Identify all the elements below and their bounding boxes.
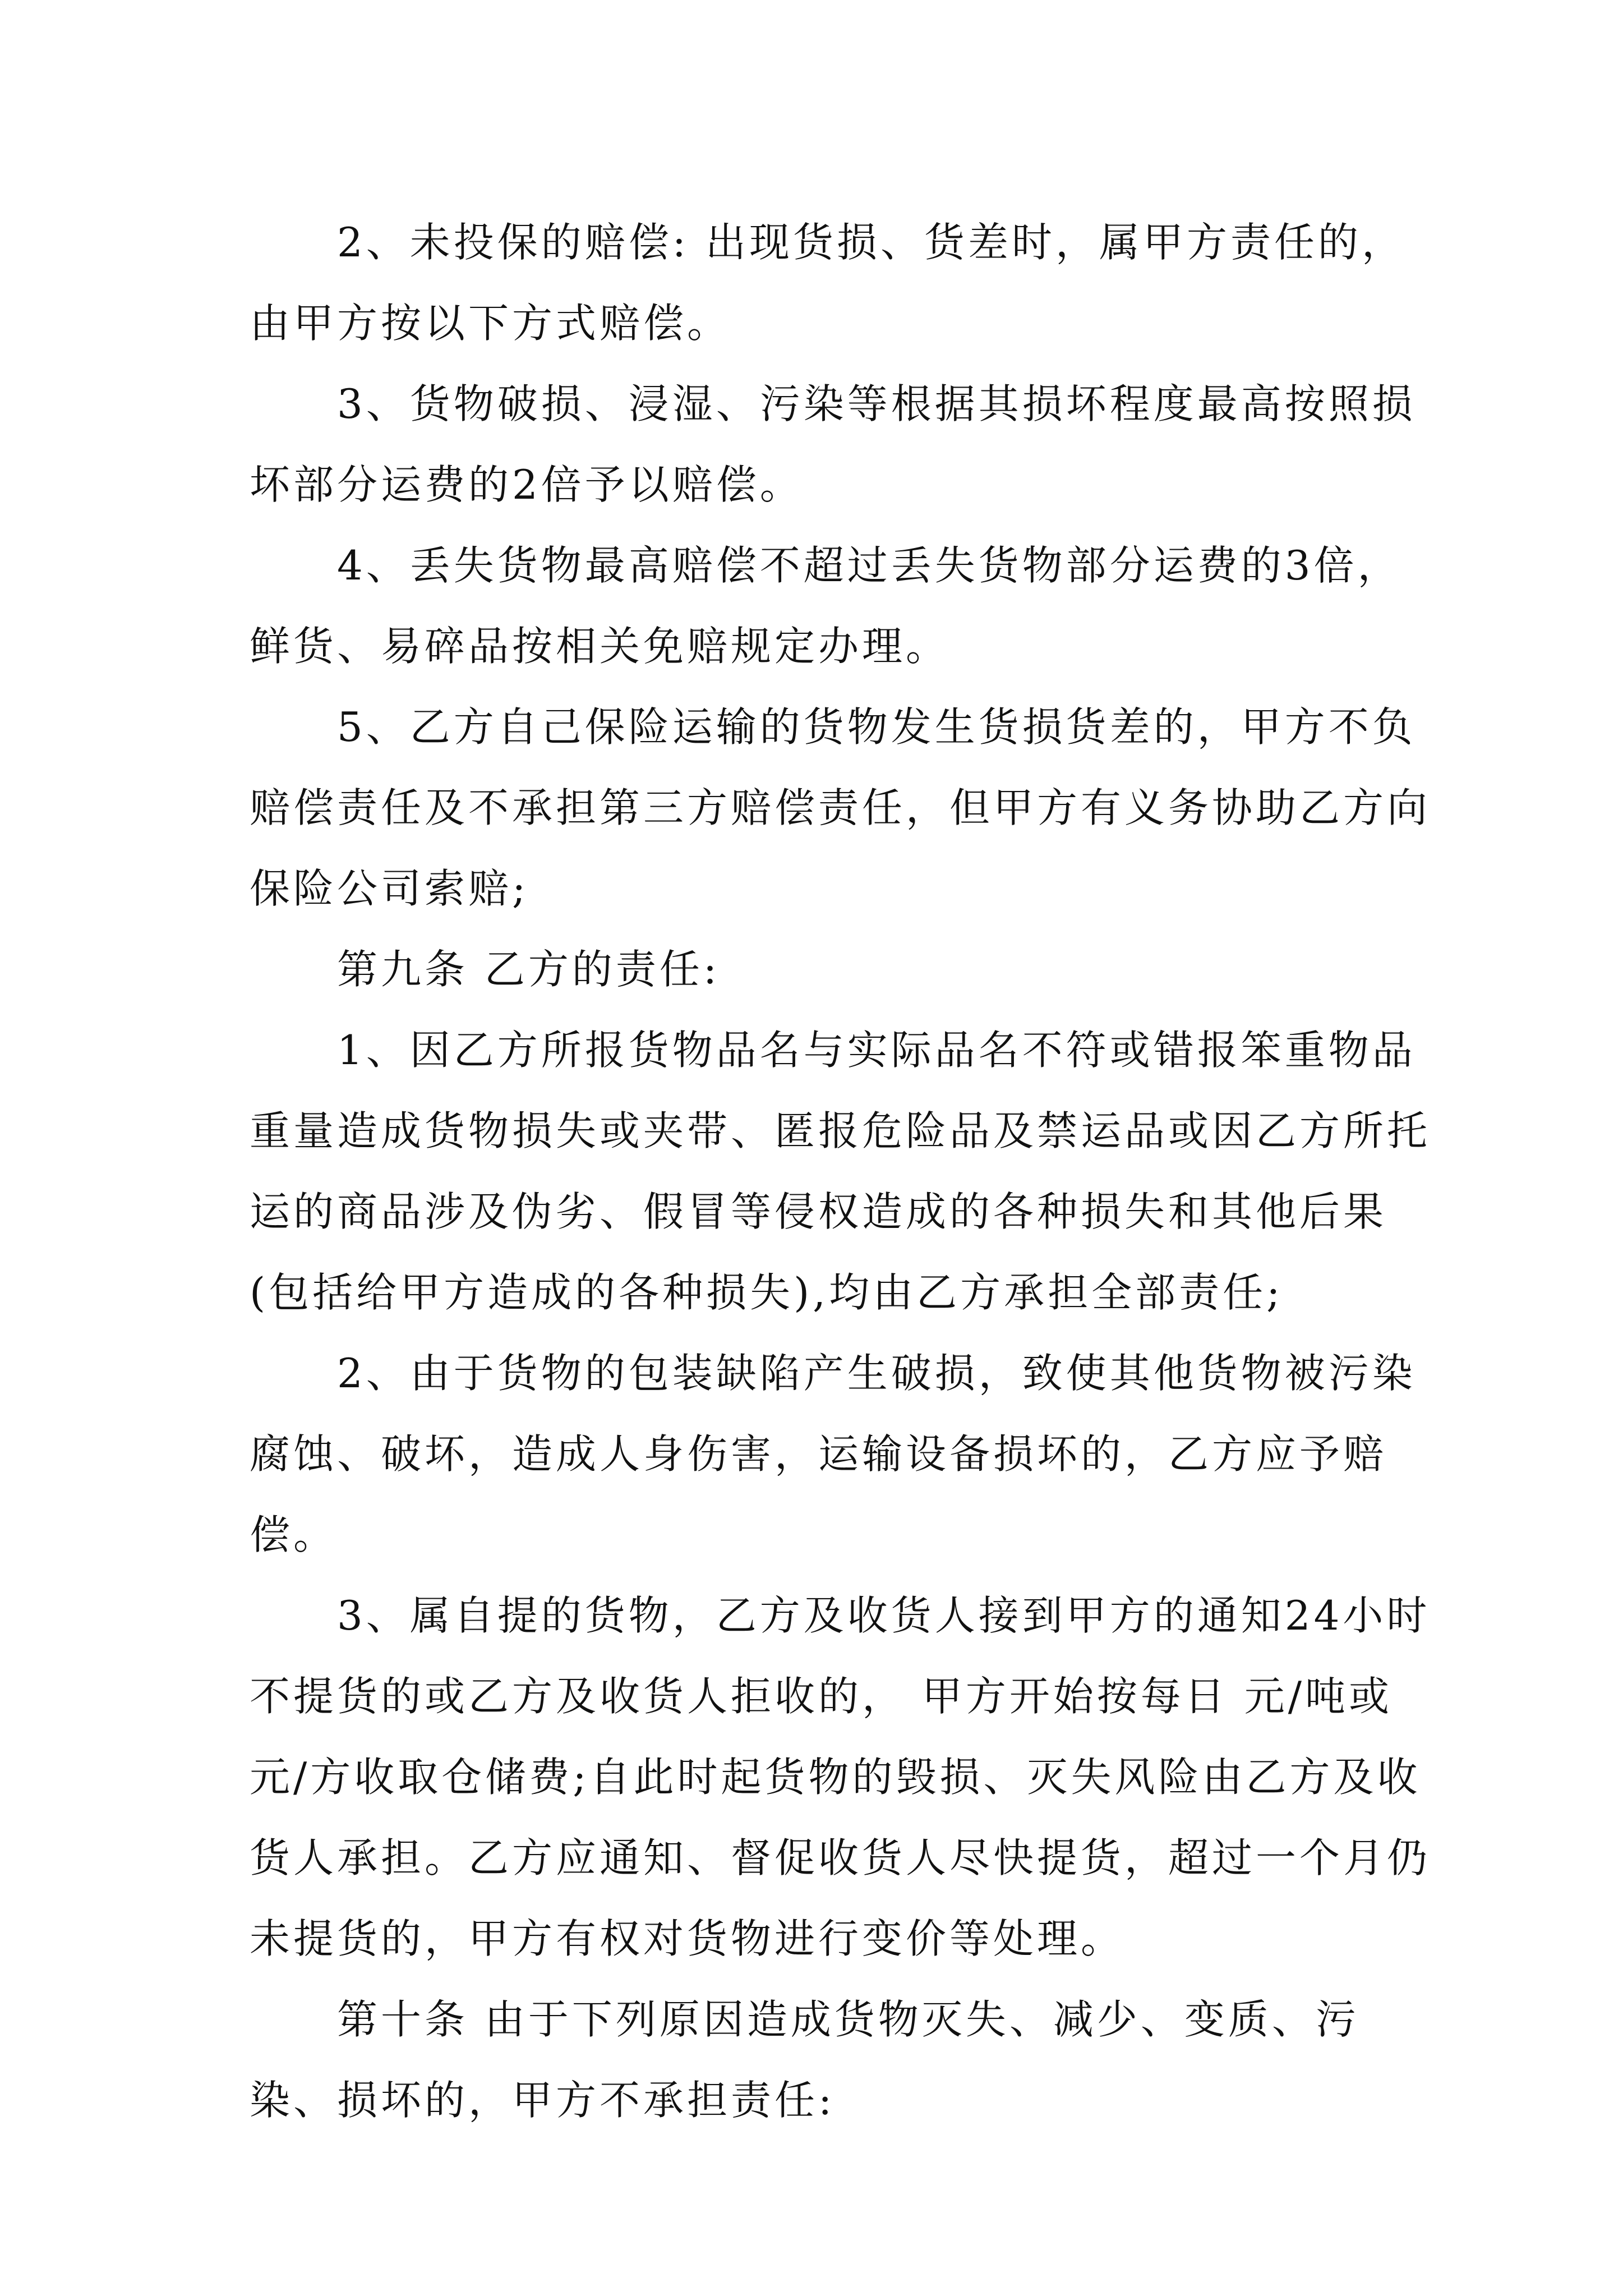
document-body [250, 202, 1441, 2141]
paragraph-self-insured-goods: 5、乙方自己保险运输的货物发生货损货差的，甲方不负赔偿责任及不承担第三方赔偿责任，但甲方有义务协助乙方向保险公司索赔; [250, 703, 1431, 912]
heading-article-nine: 第九条 乙方的责任: [337, 946, 721, 993]
paragraph-damage-compensation: 3、货物破损、浸湿、污染等根据其损坏程度最高按照损坏部分运费的2倍予以赔偿。 [250, 380, 1416, 508]
paragraph-loss-compensation: 4、丢失货物最高赔偿不超过丢失货物部分运费的3倍，鲜货、易碎品按相关免赔规定办理。 [250, 542, 1401, 670]
heading-article-ten: 第十条 由于下列原因造成货物灭失、减少、变质、污染、损坏的，甲方不承担责任: [250, 1996, 1359, 2124]
paragraph-false-declaration: 1、因乙方所报货物品名与实际品名不符或错报笨重物品重量造成货物损失或夹带、匿报危险品及禁运品或因乙方所托运的商品涉及伪劣、假冒等侵权造成的各种损失和其他后果(包括给甲方造成的各种损失),均由乙方承担全部责任; [250, 1027, 1431, 1316]
paragraph-uninsured-compensation: 2、未投保的赔偿: 出现货损、货差时，属甲方责任的，由甲方按以下方式赔偿。 [250, 219, 1405, 347]
paragraph-self-pickup: 3、属自提的货物，乙方及收货人接到甲方的通知24小时不提货的或乙方及收货人拒收的， 甲方开始按每日 元/吨或元/方收取仓储费;自此时起货物的毁损、灭失风险由乙方及收货人承担。乙方应通知、督促收货人尽快提货，超过一个月仍未提货的，甲方有权对货物进行变价等处理。 [250, 1592, 1431, 1962]
paragraph-packaging-defect: 2、由于货物的包装缺陷产生破损，致使其他货物被污染腐蚀、破坏，造成人身伤害，运输设备损坏的，乙方应予赔偿。 [250, 1350, 1416, 1558]
